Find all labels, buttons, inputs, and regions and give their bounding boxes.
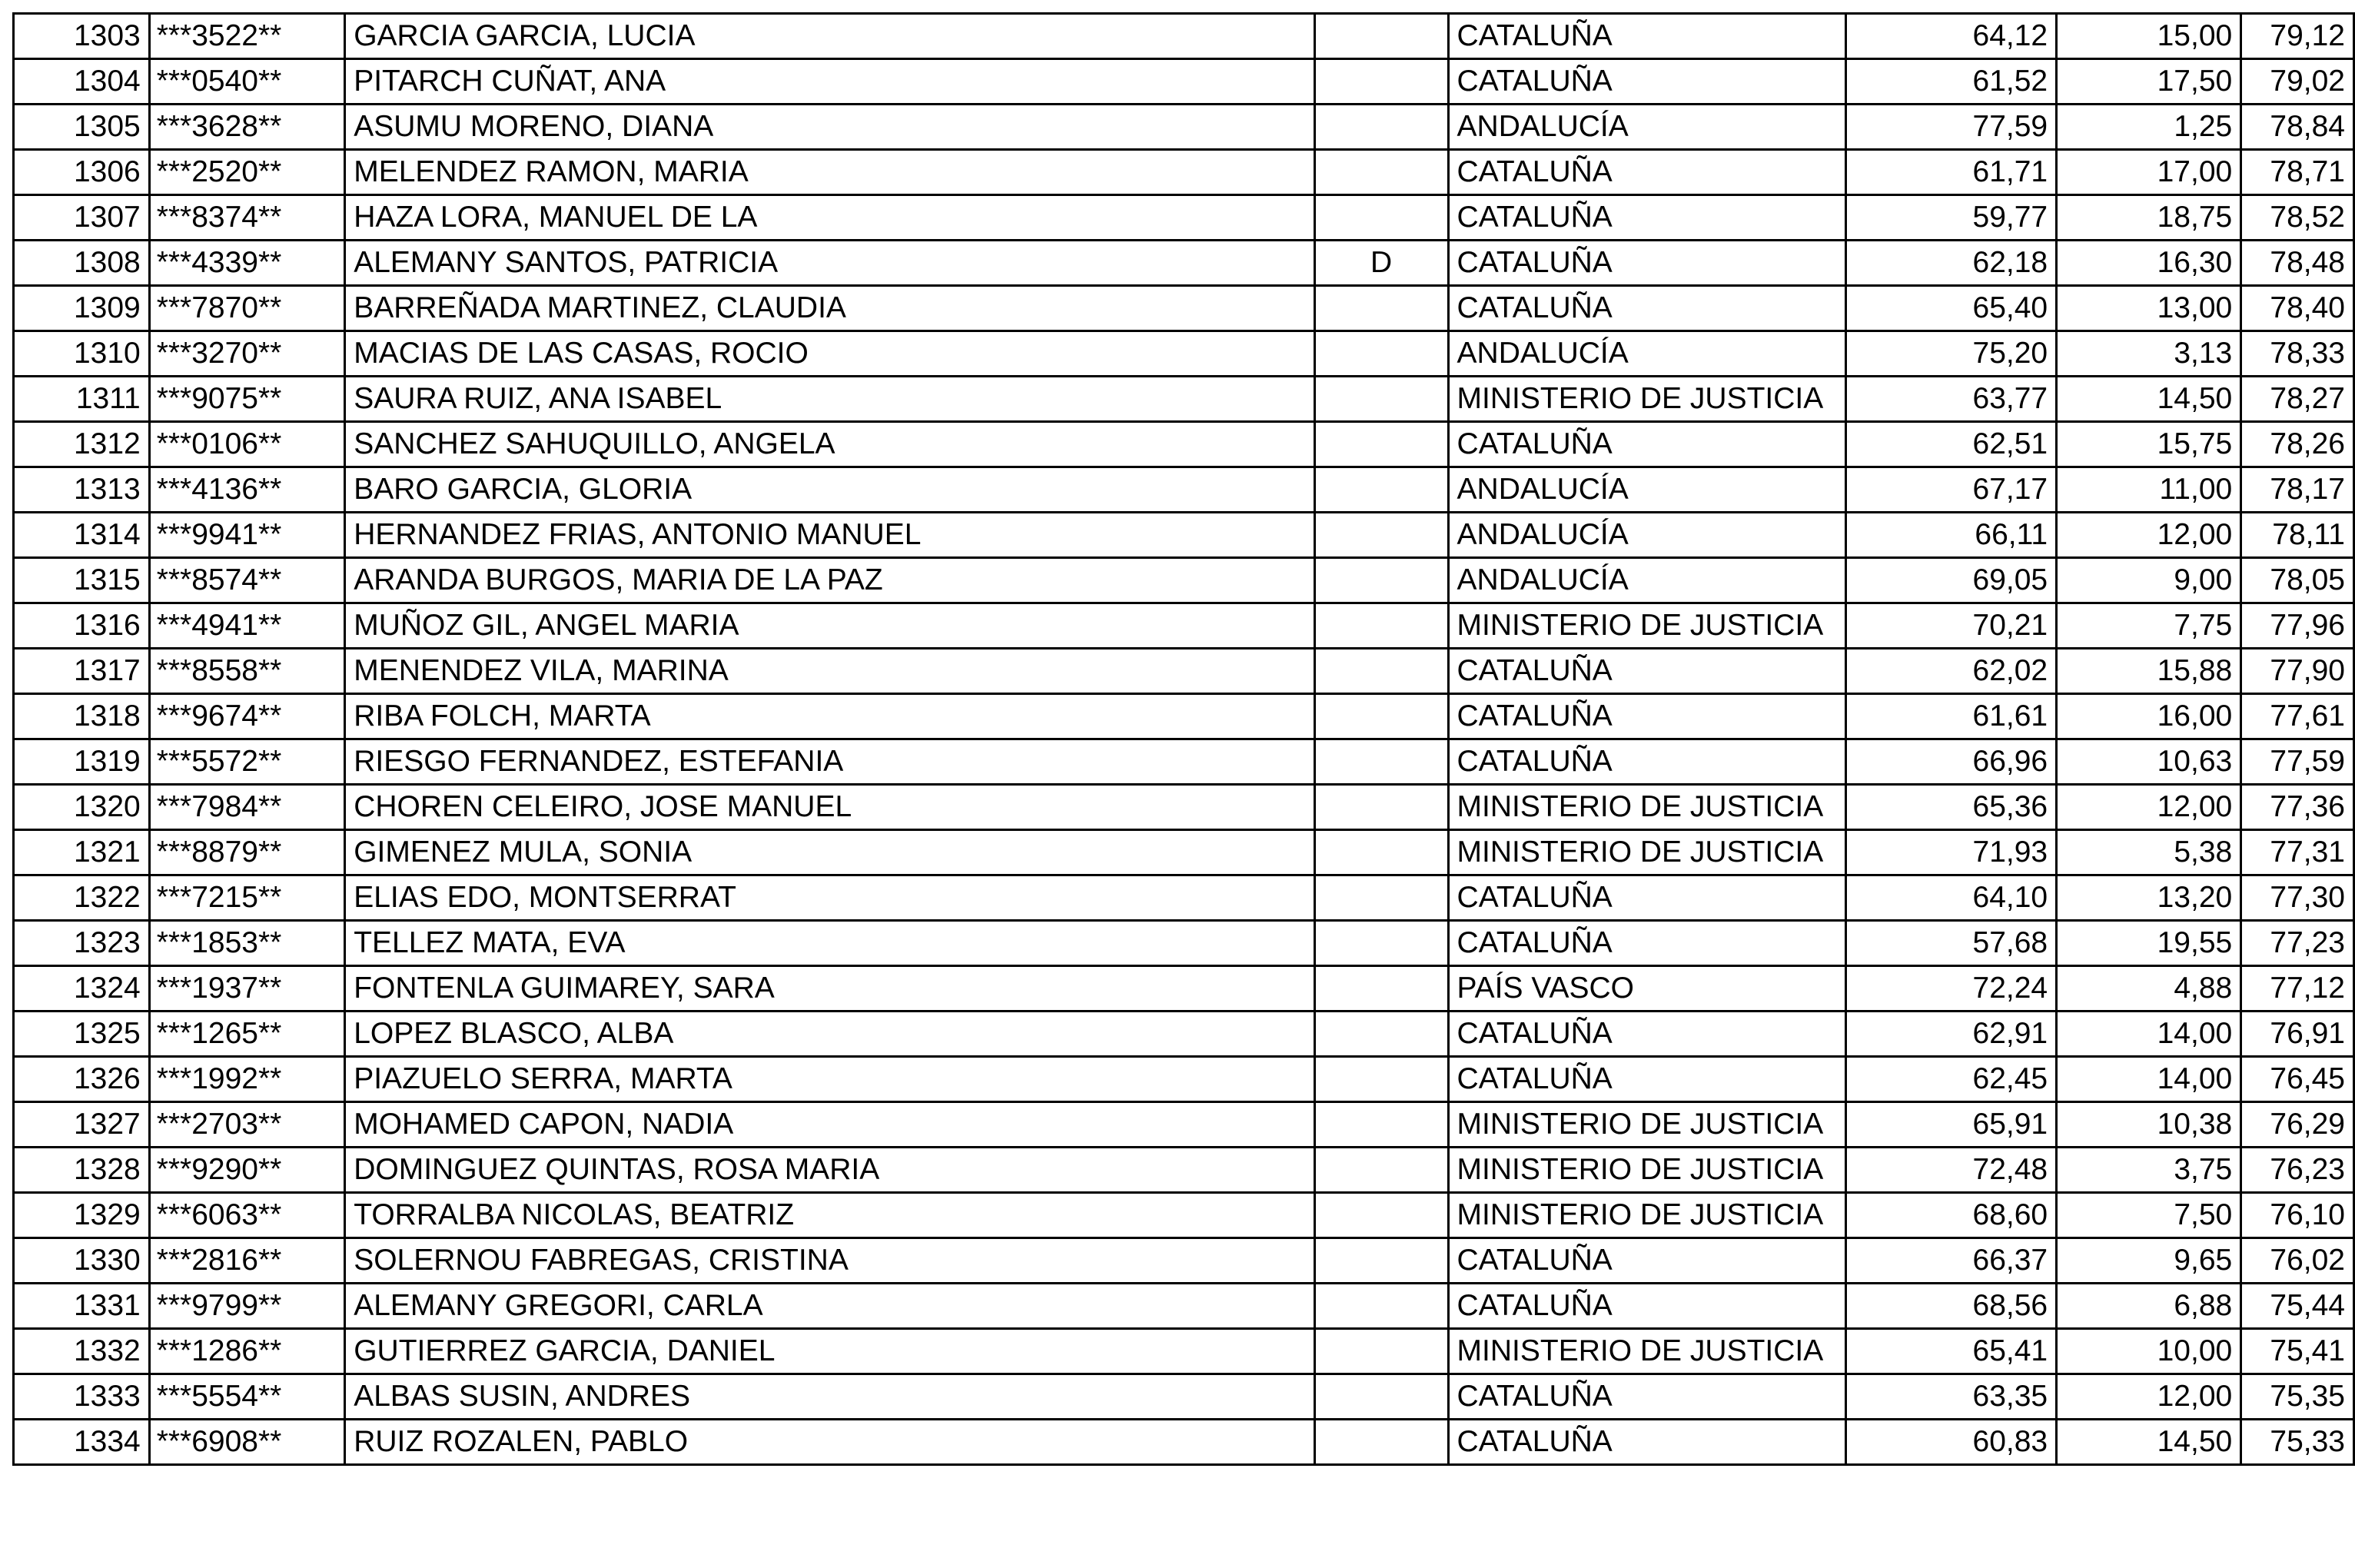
masked-id-cell: ***8879** xyxy=(149,830,345,875)
row-number-cell: 1323 xyxy=(14,921,150,966)
score-2-cell: 15,00 xyxy=(2057,14,2241,59)
row-number-cell: 1317 xyxy=(14,649,150,694)
score-1-cell: 69,05 xyxy=(1845,558,2056,603)
candidate-name-cell: ARANDA BURGOS, MARIA DE LA PAZ xyxy=(345,558,1314,603)
total-score-cell: 78,52 xyxy=(2241,195,2354,241)
row-number-cell: 1324 xyxy=(14,966,150,1012)
candidate-name-cell: PITARCH CUÑAT, ANA xyxy=(345,59,1314,105)
mark-cell xyxy=(1314,513,1448,558)
total-score-cell: 78,11 xyxy=(2241,513,2354,558)
administration-cell: ANDALUCÍA xyxy=(1448,558,1845,603)
table-row xyxy=(14,603,2354,649)
table-row xyxy=(14,558,2354,603)
score-2-cell: 9,00 xyxy=(2057,558,2241,603)
score-1-cell: 65,91 xyxy=(1845,1102,2056,1148)
score-1-cell: 65,40 xyxy=(1845,286,2056,331)
score-1-cell: 70,21 xyxy=(1845,603,2056,649)
score-1-cell: 62,51 xyxy=(1845,422,2056,467)
row-number-cell: 1325 xyxy=(14,1012,150,1057)
administration-cell: CATALUÑA xyxy=(1448,1012,1845,1057)
mark-cell xyxy=(1314,694,1448,739)
candidate-name-cell: RIESGO FERNANDEZ, ESTEFANIA xyxy=(345,739,1314,785)
row-number-cell: 1318 xyxy=(14,694,150,739)
row-number-cell: 1331 xyxy=(14,1284,150,1329)
mark-cell xyxy=(1314,150,1448,195)
row-number-cell: 1314 xyxy=(14,513,150,558)
mark-cell xyxy=(1314,603,1448,649)
mark-cell xyxy=(1314,966,1448,1012)
row-number-cell: 1305 xyxy=(14,105,150,150)
candidate-name-cell: GUTIERREZ GARCIA, DANIEL xyxy=(345,1329,1314,1374)
total-score-cell: 76,23 xyxy=(2241,1148,2354,1193)
candidate-name-cell: MELENDEZ RAMON, MARIA xyxy=(345,150,1314,195)
score-2-cell: 15,88 xyxy=(2057,649,2241,694)
score-2-cell: 3,75 xyxy=(2057,1148,2241,1193)
masked-id-cell: ***8374** xyxy=(149,195,345,241)
mark-cell xyxy=(1314,1420,1448,1465)
total-score-cell: 77,59 xyxy=(2241,739,2354,785)
score-1-cell: 66,11 xyxy=(1845,513,2056,558)
score-1-cell: 62,45 xyxy=(1845,1057,2056,1102)
mark-cell xyxy=(1314,1238,1448,1284)
candidate-name-cell: GARCIA GARCIA, LUCIA xyxy=(345,14,1314,59)
mark-cell xyxy=(1314,1012,1448,1057)
total-score-cell: 75,44 xyxy=(2241,1284,2354,1329)
masked-id-cell: ***9674** xyxy=(149,694,345,739)
administration-cell: CATALUÑA xyxy=(1448,875,1845,921)
mark-cell xyxy=(1314,1102,1448,1148)
total-score-cell: 76,91 xyxy=(2241,1012,2354,1057)
total-score-cell: 78,48 xyxy=(2241,241,2354,286)
table-row xyxy=(14,1193,2354,1238)
mark-cell xyxy=(1314,59,1448,105)
table-row xyxy=(14,1284,2354,1329)
administration-cell: MINISTERIO DE JUSTICIA xyxy=(1448,1148,1845,1193)
administration-cell: ANDALUCÍA xyxy=(1448,105,1845,150)
score-1-cell: 68,56 xyxy=(1845,1284,2056,1329)
score-1-cell: 65,36 xyxy=(1845,785,2056,830)
score-2-cell: 6,88 xyxy=(2057,1284,2241,1329)
administration-cell: PAÍS VASCO xyxy=(1448,966,1845,1012)
score-2-cell: 18,75 xyxy=(2057,195,2241,241)
administration-cell: CATALUÑA xyxy=(1448,286,1845,331)
total-score-cell: 76,02 xyxy=(2241,1238,2354,1284)
candidate-name-cell: CHOREN CELEIRO, JOSE MANUEL xyxy=(345,785,1314,830)
masked-id-cell: ***0106** xyxy=(149,422,345,467)
table-row xyxy=(14,331,2354,377)
table-row xyxy=(14,875,2354,921)
total-score-cell: 77,12 xyxy=(2241,966,2354,1012)
mark-cell xyxy=(1314,1057,1448,1102)
administration-cell: MINISTERIO DE JUSTICIA xyxy=(1448,1102,1845,1148)
mark-cell xyxy=(1314,1374,1448,1420)
row-number-cell: 1320 xyxy=(14,785,150,830)
candidate-name-cell: MACIAS DE LAS CASAS, ROCIO xyxy=(345,331,1314,377)
row-number-cell: 1328 xyxy=(14,1148,150,1193)
administration-cell: ANDALUCÍA xyxy=(1448,467,1845,513)
candidate-name-cell: SOLERNOU FABREGAS, CRISTINA xyxy=(345,1238,1314,1284)
candidate-name-cell: ASUMU MORENO, DIANA xyxy=(345,105,1314,150)
table-row xyxy=(14,694,2354,739)
total-score-cell: 77,31 xyxy=(2241,830,2354,875)
administration-cell: CATALUÑA xyxy=(1448,59,1845,105)
administration-cell: CATALUÑA xyxy=(1448,1374,1845,1420)
administration-cell: CATALUÑA xyxy=(1448,195,1845,241)
score-1-cell: 60,83 xyxy=(1845,1420,2056,1465)
masked-id-cell: ***4339** xyxy=(149,241,345,286)
administration-cell: ANDALUCÍA xyxy=(1448,513,1845,558)
row-number-cell: 1310 xyxy=(14,331,150,377)
score-2-cell: 16,30 xyxy=(2057,241,2241,286)
mark-cell xyxy=(1314,105,1448,150)
table-row xyxy=(14,241,2354,286)
administration-cell: MINISTERIO DE JUSTICIA xyxy=(1448,830,1845,875)
mark-cell xyxy=(1314,921,1448,966)
masked-id-cell: ***4136** xyxy=(149,467,345,513)
table-row xyxy=(14,467,2354,513)
candidate-name-cell: ALEMANY SANTOS, PATRICIA xyxy=(345,241,1314,286)
score-2-cell: 15,75 xyxy=(2057,422,2241,467)
table-row xyxy=(14,1238,2354,1284)
mark-cell xyxy=(1314,739,1448,785)
administration-cell: MINISTERIO DE JUSTICIA xyxy=(1448,785,1845,830)
mark-cell xyxy=(1314,1193,1448,1238)
mark-cell xyxy=(1314,14,1448,59)
score-1-cell: 57,68 xyxy=(1845,921,2056,966)
total-score-cell: 78,33 xyxy=(2241,331,2354,377)
score-2-cell: 1,25 xyxy=(2057,105,2241,150)
mark-cell xyxy=(1314,331,1448,377)
masked-id-cell: ***3270** xyxy=(149,331,345,377)
score-1-cell: 62,91 xyxy=(1845,1012,2056,1057)
masked-id-cell: ***1265** xyxy=(149,1012,345,1057)
score-2-cell: 17,00 xyxy=(2057,150,2241,195)
table-row xyxy=(14,1148,2354,1193)
candidate-name-cell: ELIAS EDO, MONTSERRAT xyxy=(345,875,1314,921)
score-2-cell: 14,50 xyxy=(2057,1420,2241,1465)
mark-cell xyxy=(1314,875,1448,921)
candidate-name-cell: HAZA LORA, MANUEL DE LA xyxy=(345,195,1314,241)
administration-cell: CATALUÑA xyxy=(1448,739,1845,785)
masked-id-cell: ***9290** xyxy=(149,1148,345,1193)
score-2-cell: 5,38 xyxy=(2057,830,2241,875)
score-2-cell: 7,50 xyxy=(2057,1193,2241,1238)
candidate-name-cell: TELLEZ MATA, EVA xyxy=(345,921,1314,966)
table-row xyxy=(14,150,2354,195)
candidate-name-cell: MOHAMED CAPON, NADIA xyxy=(345,1102,1314,1148)
score-1-cell: 59,77 xyxy=(1845,195,2056,241)
score-2-cell: 17,50 xyxy=(2057,59,2241,105)
table-row xyxy=(14,739,2354,785)
mark-cell xyxy=(1314,467,1448,513)
table-row xyxy=(14,830,2354,875)
results-table xyxy=(12,12,2355,1466)
row-number-cell: 1321 xyxy=(14,830,150,875)
masked-id-cell: ***2703** xyxy=(149,1102,345,1148)
table-row xyxy=(14,966,2354,1012)
table-row xyxy=(14,105,2354,150)
score-1-cell: 62,18 xyxy=(1845,241,2056,286)
score-2-cell: 12,00 xyxy=(2057,513,2241,558)
row-number-cell: 1307 xyxy=(14,195,150,241)
masked-id-cell: ***8574** xyxy=(149,558,345,603)
score-1-cell: 64,12 xyxy=(1845,14,2056,59)
masked-id-cell: ***8558** xyxy=(149,649,345,694)
row-number-cell: 1319 xyxy=(14,739,150,785)
row-number-cell: 1303 xyxy=(14,14,150,59)
administration-cell: CATALUÑA xyxy=(1448,694,1845,739)
administration-cell: CATALUÑA xyxy=(1448,1284,1845,1329)
mark-cell xyxy=(1314,377,1448,422)
total-score-cell: 76,29 xyxy=(2241,1102,2354,1148)
mark-cell xyxy=(1314,422,1448,467)
row-number-cell: 1316 xyxy=(14,603,150,649)
masked-id-cell: ***0540** xyxy=(149,59,345,105)
mark-cell xyxy=(1314,558,1448,603)
candidate-name-cell: DOMINGUEZ QUINTAS, ROSA MARIA xyxy=(345,1148,1314,1193)
total-score-cell: 78,26 xyxy=(2241,422,2354,467)
score-1-cell: 64,10 xyxy=(1845,875,2056,921)
score-1-cell: 61,71 xyxy=(1845,150,2056,195)
table-row xyxy=(14,513,2354,558)
total-score-cell: 77,23 xyxy=(2241,921,2354,966)
masked-id-cell: ***6063** xyxy=(149,1193,345,1238)
mark-cell xyxy=(1314,785,1448,830)
administration-cell: CATALUÑA xyxy=(1448,1238,1845,1284)
masked-id-cell: ***2520** xyxy=(149,150,345,195)
row-number-cell: 1308 xyxy=(14,241,150,286)
candidate-name-cell: HERNANDEZ FRIAS, ANTONIO MANUEL xyxy=(345,513,1314,558)
score-1-cell: 63,77 xyxy=(1845,377,2056,422)
masked-id-cell: ***7870** xyxy=(149,286,345,331)
row-number-cell: 1315 xyxy=(14,558,150,603)
score-2-cell: 10,63 xyxy=(2057,739,2241,785)
score-1-cell: 68,60 xyxy=(1845,1193,2056,1238)
score-1-cell: 72,48 xyxy=(1845,1148,2056,1193)
candidate-name-cell: RUIZ ROZALEN, PABLO xyxy=(345,1420,1314,1465)
score-2-cell: 10,00 xyxy=(2057,1329,2241,1374)
masked-id-cell: ***9799** xyxy=(149,1284,345,1329)
administration-cell: CATALUÑA xyxy=(1448,649,1845,694)
masked-id-cell: ***4941** xyxy=(149,603,345,649)
score-1-cell: 66,96 xyxy=(1845,739,2056,785)
total-score-cell: 77,61 xyxy=(2241,694,2354,739)
table-row xyxy=(14,785,2354,830)
row-number-cell: 1333 xyxy=(14,1374,150,1420)
score-2-cell: 7,75 xyxy=(2057,603,2241,649)
candidate-name-cell: MUÑOZ GIL, ANGEL MARIA xyxy=(345,603,1314,649)
total-score-cell: 75,35 xyxy=(2241,1374,2354,1420)
row-number-cell: 1322 xyxy=(14,875,150,921)
masked-id-cell: ***9941** xyxy=(149,513,345,558)
candidate-name-cell: BARO GARCIA, GLORIA xyxy=(345,467,1314,513)
table-row xyxy=(14,1057,2354,1102)
row-number-cell: 1329 xyxy=(14,1193,150,1238)
candidate-name-cell: LOPEZ BLASCO, ALBA xyxy=(345,1012,1314,1057)
table-row xyxy=(14,1329,2354,1374)
administration-cell: CATALUÑA xyxy=(1448,14,1845,59)
candidate-name-cell: FONTENLA GUIMAREY, SARA xyxy=(345,966,1314,1012)
score-1-cell: 65,41 xyxy=(1845,1329,2056,1374)
score-1-cell: 61,52 xyxy=(1845,59,2056,105)
table-row xyxy=(14,921,2354,966)
masked-id-cell: ***3628** xyxy=(149,105,345,150)
masked-id-cell: ***1992** xyxy=(149,1057,345,1102)
total-score-cell: 78,84 xyxy=(2241,105,2354,150)
results-table-body xyxy=(14,14,2354,1465)
mark-cell xyxy=(1314,195,1448,241)
score-1-cell: 71,93 xyxy=(1845,830,2056,875)
total-score-cell: 76,10 xyxy=(2241,1193,2354,1238)
row-number-cell: 1334 xyxy=(14,1420,150,1465)
total-score-cell: 78,05 xyxy=(2241,558,2354,603)
mark-cell: D xyxy=(1314,241,1448,286)
total-score-cell: 77,90 xyxy=(2241,649,2354,694)
candidate-name-cell: RIBA FOLCH, MARTA xyxy=(345,694,1314,739)
total-score-cell: 79,02 xyxy=(2241,59,2354,105)
mark-cell xyxy=(1314,286,1448,331)
score-2-cell: 11,00 xyxy=(2057,467,2241,513)
total-score-cell: 75,41 xyxy=(2241,1329,2354,1374)
table-row xyxy=(14,14,2354,59)
candidate-name-cell: ALEMANY GREGORI, CARLA xyxy=(345,1284,1314,1329)
administration-cell: ANDALUCÍA xyxy=(1448,331,1845,377)
administration-cell: MINISTERIO DE JUSTICIA xyxy=(1448,1193,1845,1238)
candidate-name-cell: TORRALBA NICOLAS, BEATRIZ xyxy=(345,1193,1314,1238)
administration-cell: CATALUÑA xyxy=(1448,422,1845,467)
masked-id-cell: ***1286** xyxy=(149,1329,345,1374)
masked-id-cell: ***9075** xyxy=(149,377,345,422)
table-row xyxy=(14,649,2354,694)
score-2-cell: 3,13 xyxy=(2057,331,2241,377)
row-number-cell: 1312 xyxy=(14,422,150,467)
score-1-cell: 75,20 xyxy=(1845,331,2056,377)
masked-id-cell: ***5572** xyxy=(149,739,345,785)
table-row xyxy=(14,1374,2354,1420)
total-score-cell: 77,96 xyxy=(2241,603,2354,649)
masked-id-cell: ***7215** xyxy=(149,875,345,921)
row-number-cell: 1326 xyxy=(14,1057,150,1102)
candidate-name-cell: MENENDEZ VILA, MARINA xyxy=(345,649,1314,694)
score-1-cell: 72,24 xyxy=(1845,966,2056,1012)
administration-cell: MINISTERIO DE JUSTICIA xyxy=(1448,377,1845,422)
mark-cell xyxy=(1314,830,1448,875)
total-score-cell: 76,45 xyxy=(2241,1057,2354,1102)
row-number-cell: 1327 xyxy=(14,1102,150,1148)
table-row xyxy=(14,377,2354,422)
total-score-cell: 78,71 xyxy=(2241,150,2354,195)
mark-cell xyxy=(1314,1284,1448,1329)
masked-id-cell: ***1937** xyxy=(149,966,345,1012)
score-1-cell: 66,37 xyxy=(1845,1238,2056,1284)
score-2-cell: 10,38 xyxy=(2057,1102,2241,1148)
row-number-cell: 1313 xyxy=(14,467,150,513)
total-score-cell: 78,27 xyxy=(2241,377,2354,422)
score-1-cell: 67,17 xyxy=(1845,467,2056,513)
score-2-cell: 13,20 xyxy=(2057,875,2241,921)
table-row xyxy=(14,1420,2354,1465)
score-2-cell: 9,65 xyxy=(2057,1238,2241,1284)
score-2-cell: 19,55 xyxy=(2057,921,2241,966)
row-number-cell: 1332 xyxy=(14,1329,150,1374)
total-score-cell: 78,40 xyxy=(2241,286,2354,331)
table-row xyxy=(14,286,2354,331)
total-score-cell: 77,36 xyxy=(2241,785,2354,830)
score-2-cell: 4,88 xyxy=(2057,966,2241,1012)
mark-cell xyxy=(1314,1329,1448,1374)
masked-id-cell: ***5554** xyxy=(149,1374,345,1420)
administration-cell: MINISTERIO DE JUSTICIA xyxy=(1448,1329,1845,1374)
total-score-cell: 79,12 xyxy=(2241,14,2354,59)
row-number-cell: 1306 xyxy=(14,150,150,195)
masked-id-cell: ***6908** xyxy=(149,1420,345,1465)
administration-cell: CATALUÑA xyxy=(1448,150,1845,195)
candidate-name-cell: GIMENEZ MULA, SONIA xyxy=(345,830,1314,875)
score-1-cell: 61,61 xyxy=(1845,694,2056,739)
score-2-cell: 13,00 xyxy=(2057,286,2241,331)
score-2-cell: 12,00 xyxy=(2057,1374,2241,1420)
table-row xyxy=(14,59,2354,105)
row-number-cell: 1330 xyxy=(14,1238,150,1284)
mark-cell xyxy=(1314,649,1448,694)
administration-cell: MINISTERIO DE JUSTICIA xyxy=(1448,603,1845,649)
score-2-cell: 14,00 xyxy=(2057,1012,2241,1057)
table-row xyxy=(14,422,2354,467)
score-1-cell: 77,59 xyxy=(1845,105,2056,150)
row-number-cell: 1311 xyxy=(14,377,150,422)
administration-cell: CATALUÑA xyxy=(1448,921,1845,966)
score-2-cell: 14,00 xyxy=(2057,1057,2241,1102)
total-score-cell: 78,17 xyxy=(2241,467,2354,513)
administration-cell: CATALUÑA xyxy=(1448,1057,1845,1102)
row-number-cell: 1309 xyxy=(14,286,150,331)
masked-id-cell: ***2816** xyxy=(149,1238,345,1284)
candidate-name-cell: SANCHEZ SAHUQUILLO, ANGELA xyxy=(345,422,1314,467)
candidate-name-cell: BARREÑADA MARTINEZ, CLAUDIA xyxy=(345,286,1314,331)
score-2-cell: 16,00 xyxy=(2057,694,2241,739)
mark-cell xyxy=(1314,1148,1448,1193)
masked-id-cell: ***1853** xyxy=(149,921,345,966)
score-1-cell: 63,35 xyxy=(1845,1374,2056,1420)
score-2-cell: 12,00 xyxy=(2057,785,2241,830)
table-row xyxy=(14,195,2354,241)
masked-id-cell: ***3522** xyxy=(149,14,345,59)
score-1-cell: 62,02 xyxy=(1845,649,2056,694)
table-row xyxy=(14,1102,2354,1148)
row-number-cell: 1304 xyxy=(14,59,150,105)
total-score-cell: 77,30 xyxy=(2241,875,2354,921)
administration-cell: CATALUÑA xyxy=(1448,241,1845,286)
total-score-cell: 75,33 xyxy=(2241,1420,2354,1465)
administration-cell: CATALUÑA xyxy=(1448,1420,1845,1465)
candidate-name-cell: SAURA RUIZ, ANA ISABEL xyxy=(345,377,1314,422)
masked-id-cell: ***7984** xyxy=(149,785,345,830)
candidate-name-cell: PIAZUELO SERRA, MARTA xyxy=(345,1057,1314,1102)
candidate-name-cell: ALBAS SUSIN, ANDRES xyxy=(345,1374,1314,1420)
score-2-cell: 14,50 xyxy=(2057,377,2241,422)
results-table-container xyxy=(12,12,2355,1466)
table-row xyxy=(14,1012,2354,1057)
